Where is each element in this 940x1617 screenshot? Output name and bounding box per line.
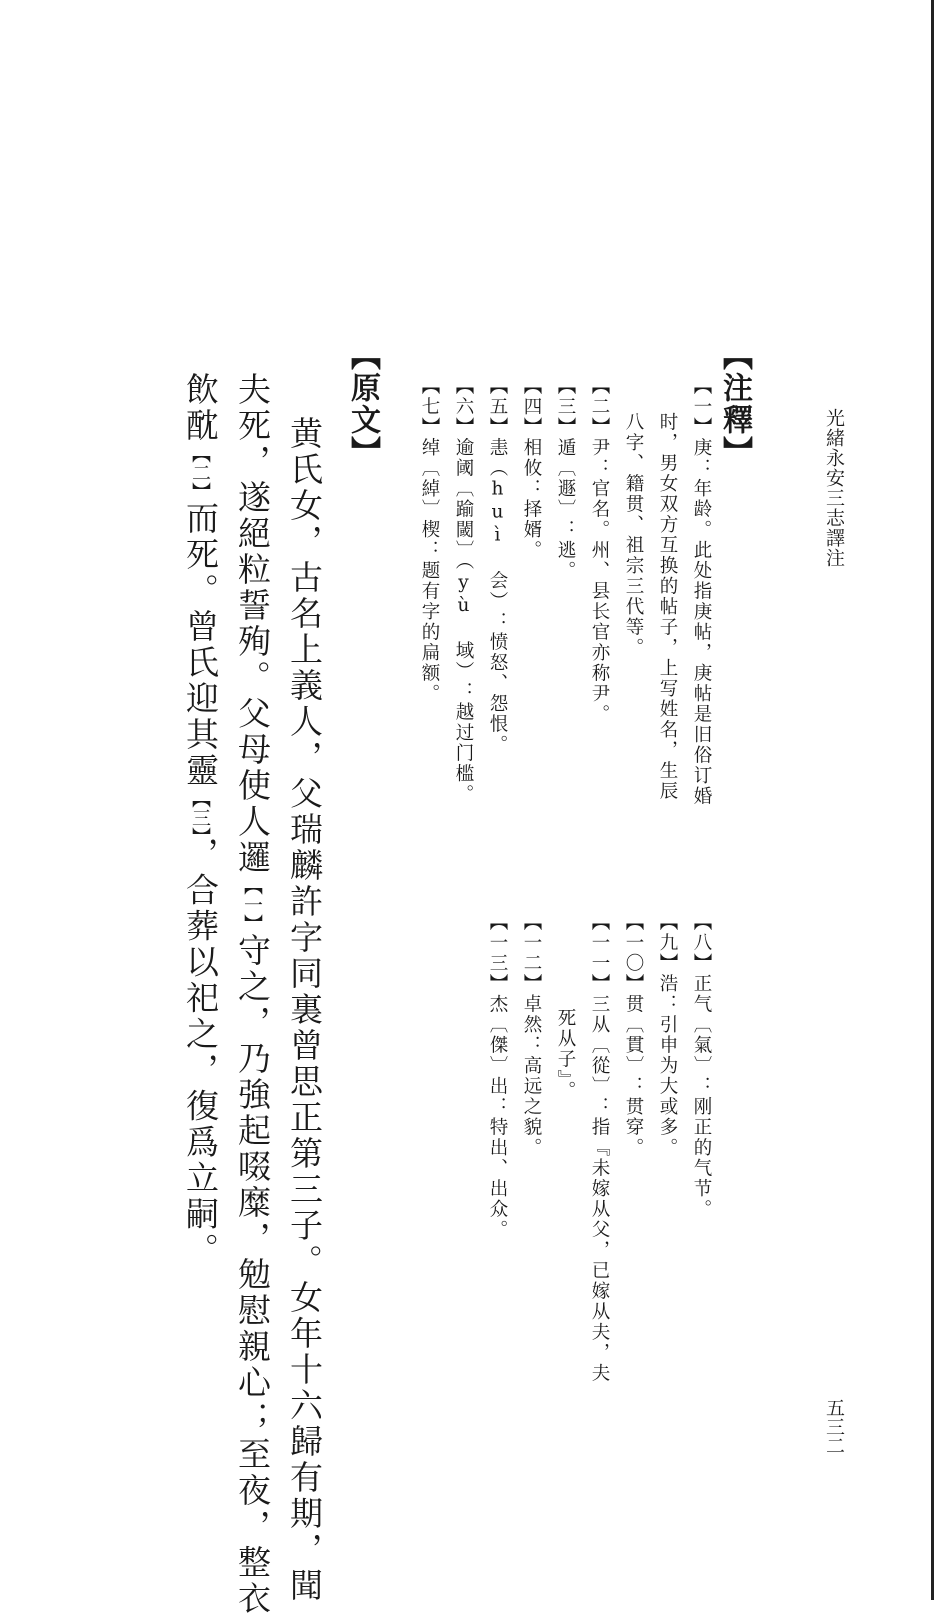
page-number: 五三二 [823, 1398, 845, 1455]
page-edge [931, 0, 934, 1600]
note-line: 【八】正气〔氣〕：刚正的气节。 [691, 912, 712, 1220]
note-line: 【七】绰〔綽〕楔：题有字的扁额。 [419, 376, 440, 704]
note-line: 【四】相攸：择婿。 [521, 376, 542, 561]
original-text: 黄氏女，古名上義人，父瑞麟許字同裏曾思正第三子。女年十六歸有期，聞 [285, 416, 324, 1604]
note-line: 【一〇】贯〔貫〕：贯穿。 [623, 912, 644, 1158]
annotations-heading: 【注釋】 [717, 340, 752, 468]
note-line: 【二】尹：官名。州、县长官亦称尹。 [589, 376, 610, 725]
note-line: 【六】逾阈〔踰閾〕（yù 域）：越过门槛。 [453, 376, 474, 805]
note-line: 【九】浩：引申为大或多。 [657, 912, 678, 1158]
note-line: 【一一】三从〔從〕：指『未嫁从父，已嫁从夫，夫 [589, 912, 610, 1384]
note-line: 死从子』。 [555, 1008, 576, 1102]
note-line: 【一二】卓然：高远之貌。 [521, 912, 542, 1158]
original-text: 而死。曾氏迎其靈 [181, 501, 220, 789]
note-reference: 【二】 [189, 444, 211, 501]
original-text: 飲酖 [181, 372, 220, 444]
running-title: 光緒永安三志譯注 [823, 408, 845, 568]
original-text: 守之，乃強起啜糜，勉慰親心；至夜，整衣 [233, 933, 272, 1617]
note-reference: 【三】 [189, 789, 211, 837]
note-line: 【一】庚：年龄。此处指庚帖，庚帖是旧俗订婚 [691, 376, 712, 807]
note-line: 【三】遁〔遯〕：逃。 [555, 376, 576, 581]
note-line: 【五】恚（huì 会）：愤怒、怨恨。 [487, 376, 508, 755]
original-text-line [229, 372, 276, 1617]
note-reference: 【一】 [241, 876, 263, 933]
note-line: 时，男女双方互换的帖子，上写姓名，生辰 [657, 412, 678, 802]
original-text: ，合葬以祀之，復爲立嗣。 [181, 836, 220, 1269]
original-text-line [281, 416, 328, 1604]
original-text-heading: 【原文】 [345, 340, 380, 468]
original-text-line [177, 372, 224, 1269]
note-line: 【一三】杰〔傑〕出：特出、出众。 [487, 912, 508, 1240]
original-text: 夫死，遂絕粒誓殉。父母使人邏 [233, 372, 272, 876]
note-line: 八字、籍贯、祖宗三代等。 [623, 412, 644, 658]
